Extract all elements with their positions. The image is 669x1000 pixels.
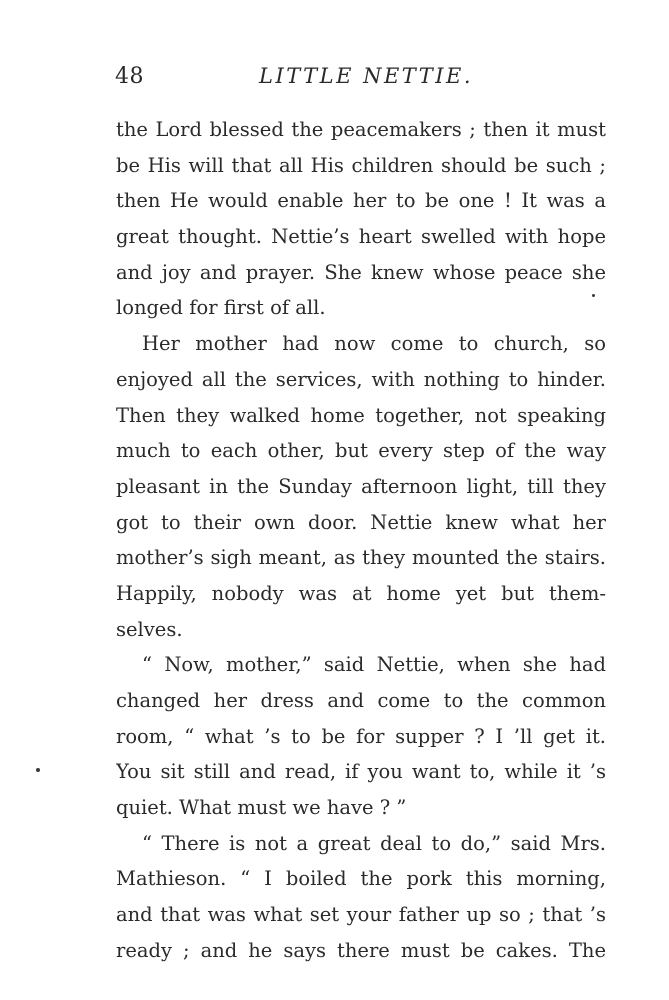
text-line: and joy and prayer. She knew whose peace she <box>116 260 606 284</box>
body-text <box>116 112 606 969</box>
text-line: Then they walked home together, not speaking <box>116 403 606 427</box>
text-line: enjoyed all the services, with nothing to hinder. <box>116 367 606 391</box>
text-line: pleasant in the Sunday afternoon light, till they <box>116 474 606 498</box>
paragraph-1 <box>116 112 606 326</box>
text-line: ready ; and he says there must be cakes. The <box>116 938 606 962</box>
text-line: selves. <box>116 617 183 641</box>
text-line: great thought. Nettie’s heart swelled with hope <box>116 225 606 249</box>
text-line: Happily, nobody was at home yet but them- <box>116 581 606 605</box>
text-line: then He would enable her to be one ! It was a <box>116 189 606 213</box>
ink-speck <box>36 768 40 772</box>
text-line: Her mother had now come to church, so <box>142 332 606 356</box>
text-line: changed her dress and come to the common <box>116 689 606 712</box>
ink-speck <box>592 294 595 297</box>
text-line: got to their own door. Nettie knew what her <box>116 510 606 534</box>
text-line: much to each other, but every step of the way <box>116 439 606 463</box>
page-number: 48 <box>115 64 144 89</box>
text-line: the Lord blessed the peacemakers ; then it must <box>116 118 606 141</box>
paragraph-2 <box>116 326 606 647</box>
running-title: LITTLE NETTIE. <box>259 64 474 88</box>
page-header <box>115 64 605 96</box>
paragraph-4 <box>116 826 606 969</box>
text-line: “ Now, mother,” said Nettie, when she had <box>142 653 606 677</box>
text-line: quiet. What must we have ? ” <box>116 796 407 820</box>
text-line: room, “ what ’s to be for supper ? I ’ll get it. <box>116 724 606 748</box>
text-line: longed for first of all. <box>116 296 326 320</box>
text-line: mother’s sigh meant, as they mounted the stairs. <box>116 546 606 570</box>
text-line: and that was what set your father up so ; that ’s <box>116 903 606 927</box>
text-line: “ There is not a great deal to do,” said Mrs. <box>142 831 606 855</box>
text-line: Mathieson. “ I boiled the pork this morning, <box>116 867 606 891</box>
text-line: be His will that all His children should be such ; <box>116 153 606 177</box>
paragraph-3 <box>116 647 606 825</box>
text-line: You sit still and read, if you want to, while it ’s <box>116 760 606 784</box>
